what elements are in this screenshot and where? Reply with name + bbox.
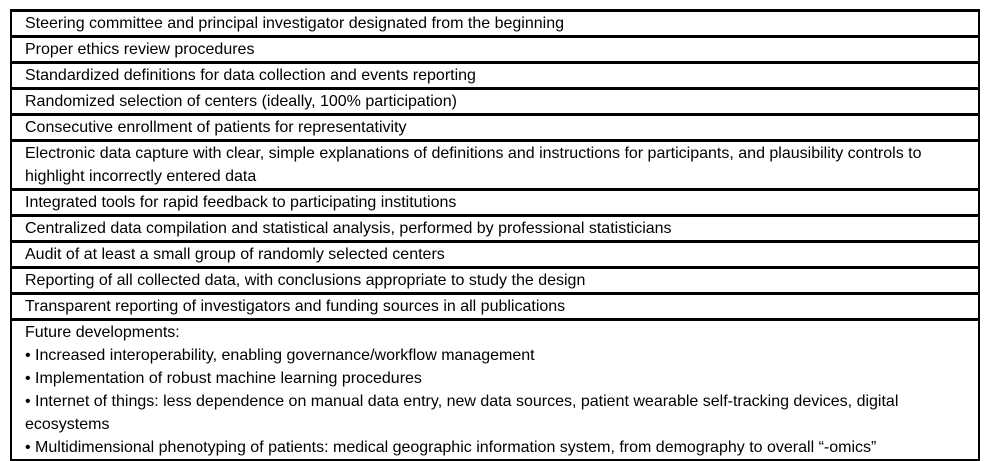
table-row-text: Randomized selection of centers (ideally, 100% participation) (25, 93, 457, 110)
table-row-text: Standardized definitions for data collection and events reporting (25, 67, 476, 84)
table-row-transparent-reporting (12, 295, 978, 321)
table-row-centralized-analysis (12, 217, 978, 243)
table-row-data-reporting (12, 269, 978, 295)
table-row-text: • Increased interoperability, enabling governance/workflow management (25, 347, 535, 364)
table-row-text: • Implementation of robust machine learning procedures (25, 370, 422, 387)
table-row-electronic-data-capture (12, 142, 978, 191)
table-row-consecutive-enrollment (12, 116, 978, 142)
table-row-text: Electronic data capture with clear, simple explanations of definitions and instructions for participants, and plausibility controls to highlight incorrectly entered data (25, 145, 922, 185)
table-row-text: • Internet of things: less dependence on manual data entry, new data sources, patient wearable self-tracking devices, digital ecosystems (25, 393, 899, 433)
table-row-rapid-feedback-tools (12, 191, 978, 217)
table-row-steering-committee (12, 12, 978, 38)
table-row-text: Reporting of all collected data, with conclusions appropriate to study the design (25, 272, 586, 289)
table-row-standardized-definitions (12, 64, 978, 90)
quality-criteria-table (10, 9, 980, 461)
table-row-future-developments (12, 321, 978, 459)
table-row-text: Centralized data compilation and statistical analysis, performed by professional statisticians (25, 220, 672, 237)
table-row-text: Consecutive enrollment of patients for representativity (25, 119, 407, 136)
table-row-text: Transparent reporting of investigators and funding sources in all publications (25, 298, 566, 315)
table-row-text: Steering committee and principal investigator designated from the beginning (25, 15, 564, 32)
table-row-text: Audit of at least a small group of randomly selected centers (25, 246, 445, 263)
table-row-text: • Multidimensional phenotyping of patients: medical geographic information system, from demography to overall “-omics” (25, 439, 877, 456)
table-row-randomized-center-selection (12, 90, 978, 116)
table-row-ethics-review (12, 38, 978, 64)
table-row-center-audit (12, 243, 978, 269)
table-row-text: Integrated tools for rapid feedback to participating institutions (25, 194, 457, 211)
table-row-text: Future developments: (25, 324, 180, 341)
table-row-text: Proper ethics review procedures (25, 41, 255, 58)
